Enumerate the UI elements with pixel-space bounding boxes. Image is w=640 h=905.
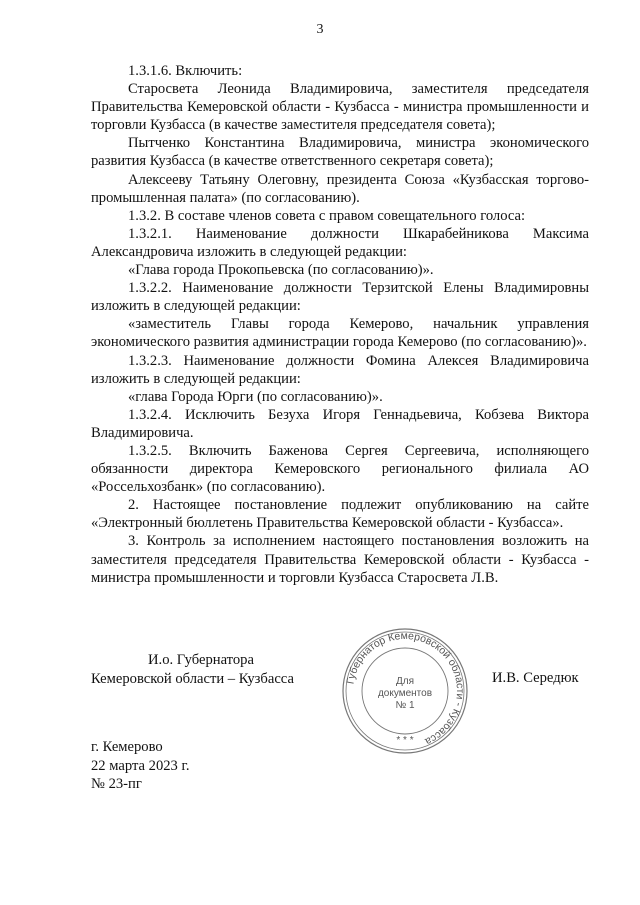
paragraph: «глава Города Юрги (по согласованию)». <box>128 388 383 405</box>
paragraph: 2. Настоящее постановление подлежит опубликованию на сайте «Электронный бюллетень Правительства Кемеровской области - Кузбасса». <box>91 497 589 532</box>
paragraph: 1.3.2.2. Наименование должности Терзитской Елены Владимировны изложить в следующей редакции: <box>91 280 589 315</box>
paragraph: 1.3.2.5. Включить Баженова Сергея Сергеевича, исполняющего обязанности директора Кемеровского регионального филиала АО «Россельхозбанк» (по согласованию). <box>91 442 589 496</box>
signatory-name: И.В. Середюк <box>492 670 579 686</box>
paragraph: 1.3.1.6. Включить: <box>128 63 243 79</box>
paragraph: 1.3.2.1. Наименование должности Шкарабейникова Максима Александровича изложить в следующей редакции: <box>91 225 589 260</box>
paragraph: 3. Контроль за исполнением настоящего постановления возложить на заместителя председателя Правительства Кемеровской области - Кузбасса - министра промышленности и торговли Кузбасса Старосвета Л.В. <box>91 533 589 586</box>
signatory-position-line-2: Кемеровской области – Кузбасса <box>91 670 294 687</box>
paragraph: «заместитель Главы города Кемерово, начальник управления экономического развития администрации города Кемерово (по согласованию)». <box>91 316 589 351</box>
stamp-ring-textpath: Губернатор Кемеровской области - Кузбасса <box>344 629 467 748</box>
paragraph: 1.3.2.3. Наименование должности Фомина Алексея Владимировича изложить в следующей редакции: <box>91 352 589 387</box>
stamp-stars: * * * <box>396 735 414 746</box>
paragraph: «Глава города Прокопьевска (по согласованию)». <box>128 262 434 279</box>
stamp-center-line-1: Для <box>395 676 415 687</box>
paragraph: 1.3.2.4. Исключить Безуха Игоря Геннадьевича, Кобзева Виктора Владимировича. <box>91 406 589 441</box>
paragraph: Алексееву Татьяну Олеговну, президента Союза «Кузбасская торгово-промышленная палата» (по согласованию). <box>91 171 589 206</box>
stamp-center-line-2: документов <box>377 688 433 699</box>
official-stamp <box>340 626 470 756</box>
stamp-center-line-3: № 1 <box>395 700 415 711</box>
issue-details <box>91 738 189 794</box>
paragraph: Пытченко Константина Владимировича, министра экономического развития Кузбасса (в качестве ответственного секретаря совета); <box>91 135 589 170</box>
issue-date: 22 марта 2023 г. <box>91 757 190 774</box>
page-number: 3 <box>316 22 324 37</box>
signatory-position-line-1: И.о. Губернатора <box>148 652 254 668</box>
paragraph: 1.3.2. В составе членов совета с правом совещательного голоса: <box>128 207 526 224</box>
paragraph: Старосвета Леонида Владимировича, заместителя председателя Правительства Кемеровской области - Кузбасса - министра промышленности и торговли Кузбасса (в качестве заместителя председателя совета); <box>91 81 589 134</box>
issue-number: № 23-пг <box>91 776 142 792</box>
document-body <box>91 62 589 587</box>
issue-place: г. Кемерово <box>91 739 163 755</box>
signatory-position <box>91 651 294 688</box>
